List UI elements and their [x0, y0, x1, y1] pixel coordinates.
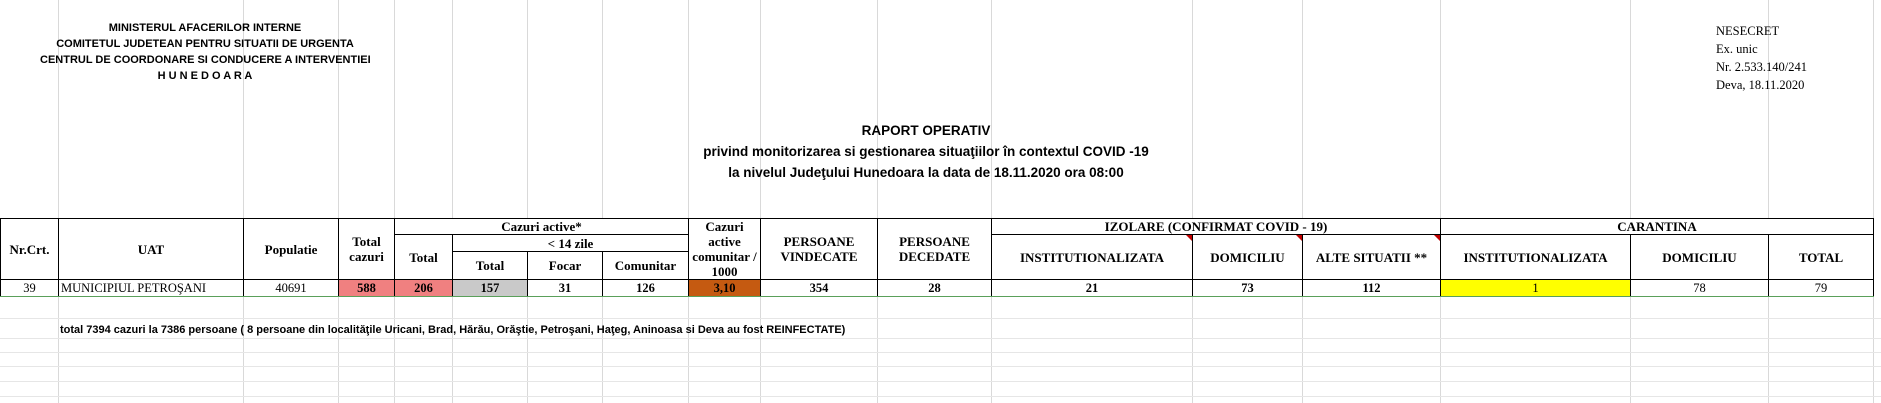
cell-total-cazuri: 588 — [339, 280, 395, 297]
cell-populatie: 40691 — [244, 280, 339, 297]
header-cazuri-active: Cazuri active* — [395, 219, 689, 235]
cell-sub-14-total: 157 — [453, 280, 528, 297]
header-persoane-decedate: PERSOANE DECEDATE — [878, 219, 992, 280]
report-title — [600, 120, 1252, 183]
header-focar: Focar — [528, 252, 603, 280]
classification-level: NESECRET — [1716, 24, 1780, 38]
header-cazuri-comunitar-1000: Cazuri active comunitar / 1000 — [689, 219, 761, 280]
cell-izolare-domiciliu: 73 — [1193, 280, 1303, 297]
header-carantina-total: TOTAL — [1769, 235, 1874, 280]
classification-block — [1716, 22, 1876, 94]
header-carantina: CARANTINA — [1441, 219, 1874, 235]
cell-comunitar-1000: 3,10 — [689, 280, 761, 297]
cell-vindecate: 354 — [761, 280, 878, 297]
cell-nr: 39 — [1, 280, 59, 297]
ministry-line-3: CENTRUL DE COORDONARE SI CONDUCERE A INTERVENTIEI — [40, 54, 371, 66]
header-nr-crt: Nr.Crt. — [1, 219, 59, 280]
header-carantina-domiciliu: DOMICILIU — [1631, 235, 1769, 280]
ministry-line-1: MINISTERUL AFACERILOR INTERNE — [108, 22, 302, 34]
header-izolare-domiciliu: DOMICILIU — [1193, 235, 1303, 280]
cell-comunitar: 126 — [603, 280, 689, 297]
classification-copy: Ex. unic — [1716, 42, 1758, 56]
cell-izolare-institutionalizata: 21 — [992, 280, 1193, 297]
header-carantina-institutionalizata: INSTITUTIONALIZATA — [1441, 235, 1631, 280]
cell-decedate: 28 — [878, 280, 992, 297]
cell-carantina-total: 79 — [1769, 280, 1874, 297]
ministry-line-4: H U N E D O A R A — [157, 70, 253, 82]
cell-izolare-alte-situatii: 112 — [1303, 280, 1441, 297]
header-izolare: IZOLARE (CONFIRMAT COVID - 19) — [992, 219, 1441, 235]
header-izolare-alte-situatii: ALTE SITUATII ** — [1303, 235, 1441, 280]
header-populatie: Populatie — [244, 219, 339, 280]
header-persoane-vindecate: PERSOANE VINDECATE — [761, 219, 878, 280]
header-uat: UAT — [59, 219, 244, 280]
title-line-2: privind monitorizarea si gestionarea situaţiilor în contextul COVID -19 — [703, 144, 1149, 159]
cell-active-total: 206 — [395, 280, 453, 297]
table-row — [1, 280, 1874, 297]
place-date: Deva, 18.11.2020 — [1716, 78, 1805, 92]
header-total-cazuri: Total cazuri — [339, 219, 395, 280]
header-sub-14-total: Total — [453, 252, 528, 280]
title-line-3: la nivelul Judeţului Hunedoara la data de 18.11.2020 ora 08:00 — [728, 165, 1124, 180]
cell-carantina-domiciliu: 78 — [1631, 280, 1769, 297]
header-sub-14-zile: < 14 zile — [453, 235, 689, 252]
header-active-total: Total — [395, 235, 453, 280]
ministry-header — [40, 20, 370, 84]
header-izolare-institutionalizata: INSTITUTIONALIZATA — [992, 235, 1193, 280]
cell-carantina-institutionalizata: 1 — [1441, 280, 1631, 297]
document-number: Nr. 2.533.140/241 — [1716, 60, 1807, 74]
footnote-total: total 7394 cazuri la 7386 persoane ( 8 persoane din localităţile Uricani, Brad, Hărău, Orăştie, Petroşani, Haţeg, Aninoasa si Deva au fost REINFECTATE) — [60, 324, 846, 336]
cell-uat: MUNICIPIUL PETROŞANI — [59, 280, 244, 297]
report-table — [0, 218, 1874, 297]
cell-focar: 31 — [528, 280, 603, 297]
ministry-line-2: COMITETUL JUDETEAN PENTRU SITUATII DE URGENTA — [56, 38, 354, 50]
header-comunitar: Comunitar — [603, 252, 689, 280]
title-line-1: RAPORT OPERATIV — [861, 123, 991, 138]
